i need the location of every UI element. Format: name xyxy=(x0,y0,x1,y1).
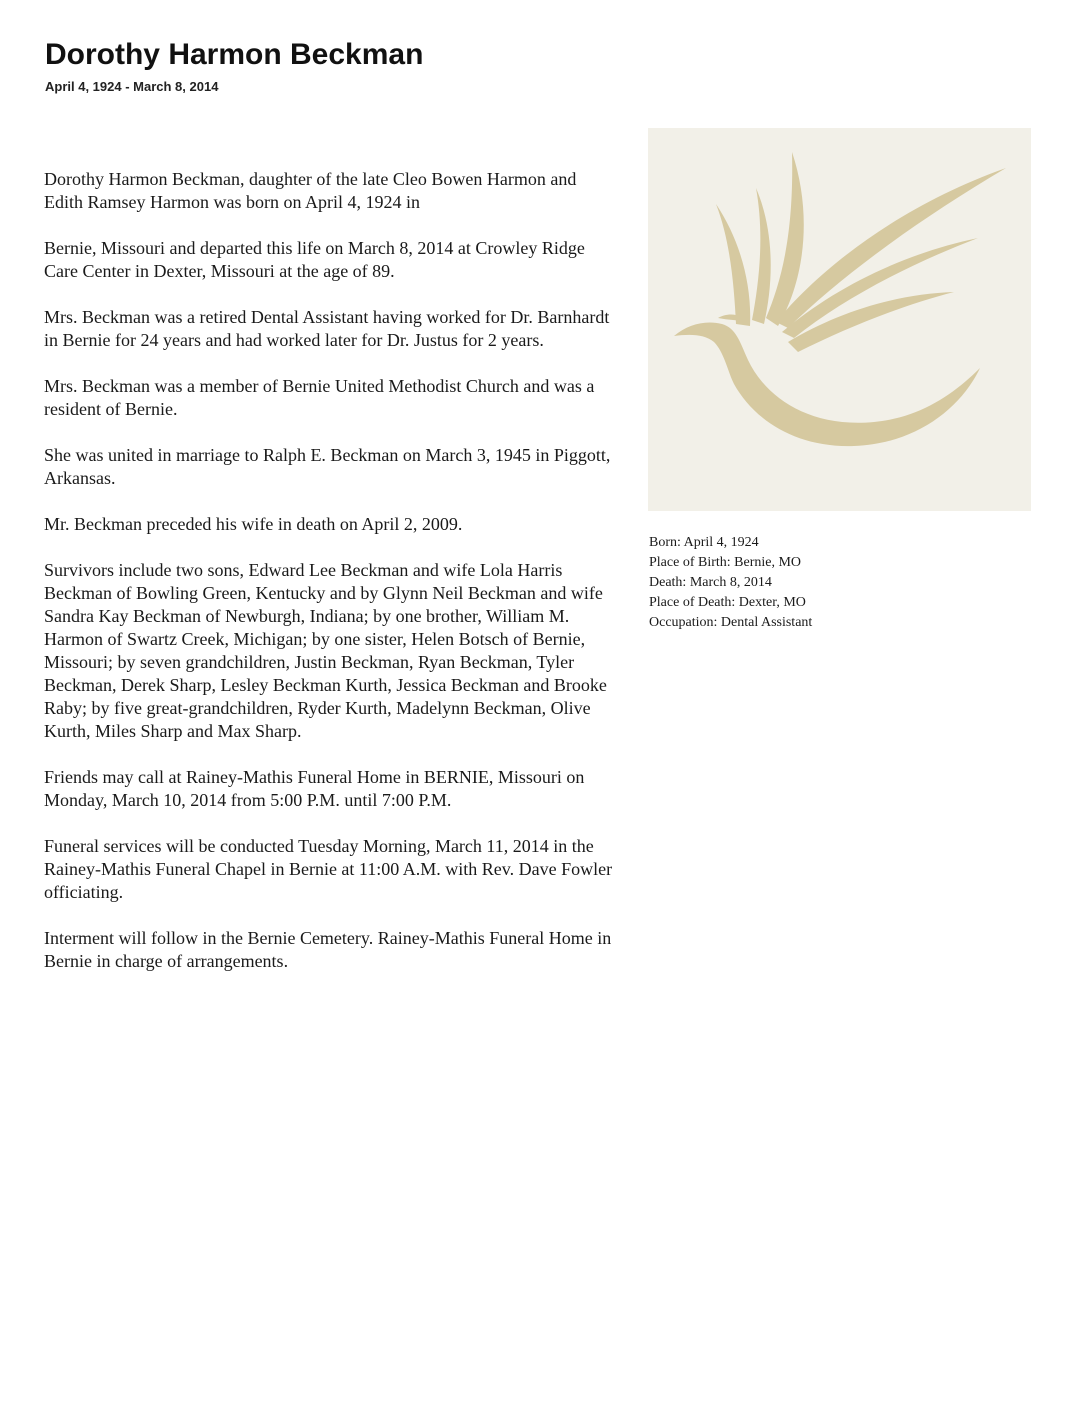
obituary-paragraph: She was united in marriage to Ralph E. Beckman on March 3, 1945 in Piggott, Arkansas. xyxy=(44,445,611,488)
obituary-paragraph: Friends may call at Rainey-Mathis Funeral Home in BERNIE, Missouri on Monday, March 10, 2014 from 5:00 P.M. until 7:00 P.M. xyxy=(44,767,585,810)
fact-place-of-birth: Place of Birth: Bernie, MO xyxy=(649,555,802,570)
obituary-paragraph: Dorothy Harmon Beckman, daughter of the late Cleo Bowen Harmon and Edith Ramsey Harmon was born on April 4, 1924 in xyxy=(44,169,577,212)
obituary-paragraph: Mrs. Beckman was a member of Bernie United Methodist Church and was a resident of Bernie. xyxy=(44,376,595,419)
vital-facts xyxy=(649,533,1069,633)
obituary-paragraph: Bernie, Missouri and departed this life on March 8, 2014 at Crowley Ridge Care Center in Dexter, Missouri at the age of 89. xyxy=(44,238,585,281)
fact-born: Born: April 4, 1924 xyxy=(649,535,759,550)
obituary-paragraph: Mrs. Beckman was a retired Dental Assistant having worked for Dr. Barnhardt in Bernie for 24 years and had worked later for Dr. Justus for 2 years. xyxy=(44,307,610,350)
fact-place-of-death: Place of Death: Dexter, MO xyxy=(649,595,806,610)
obituary-paragraph: Mr. Beckman preceded his wife in death on April 2, 2009. xyxy=(44,514,463,534)
obituary-paragraph: Funeral services will be conducted Tuesday Morning, March 11, 2014 in the Rainey-Mathis Funeral Chapel in Bernie at 11:00 A.M. with Rev. Dave Fowler officiating. xyxy=(44,836,613,902)
fact-death: Death: March 8, 2014 xyxy=(649,575,772,590)
dove-icon xyxy=(648,128,1031,511)
fact-occupation: Occupation: Dental Assistant xyxy=(649,615,813,630)
life-dates: April 4, 1924 - March 8, 2014 xyxy=(45,79,219,94)
obituary-paragraph: Survivors include two sons, Edward Lee Beckman and wife Lola Harris Beckman of Bowling Green, Kentucky and by Glynn Neil Beckman and wife Sandra Kay Beckman of Newburgh, Indiana; by one brother, William M. Harmon of Swartz Creek, Michigan; by one sister, Helen Botsch of Bernie, Missouri; by seven grandchildren, Justin Beckman, Ryan Beckman, Tyler Beckman, Derek Sharp, Lesley Beckman Kurth, Jessica Beckman and Brooke Raby; by five great-grandchildren, Ryder Kurth, Madelynn Beckman, Olive Kurth, Miles Sharp and Max Sharp. xyxy=(44,560,607,741)
obituary-paragraph: Interment will follow in the Bernie Cemetery. Rainey-Mathis Funeral Home in Bernie in charge of arrangements. xyxy=(44,928,612,971)
obituary-name-title: Dorothy Harmon Beckman xyxy=(45,38,424,71)
memorial-image xyxy=(648,128,1031,511)
obituary-body xyxy=(44,168,614,996)
